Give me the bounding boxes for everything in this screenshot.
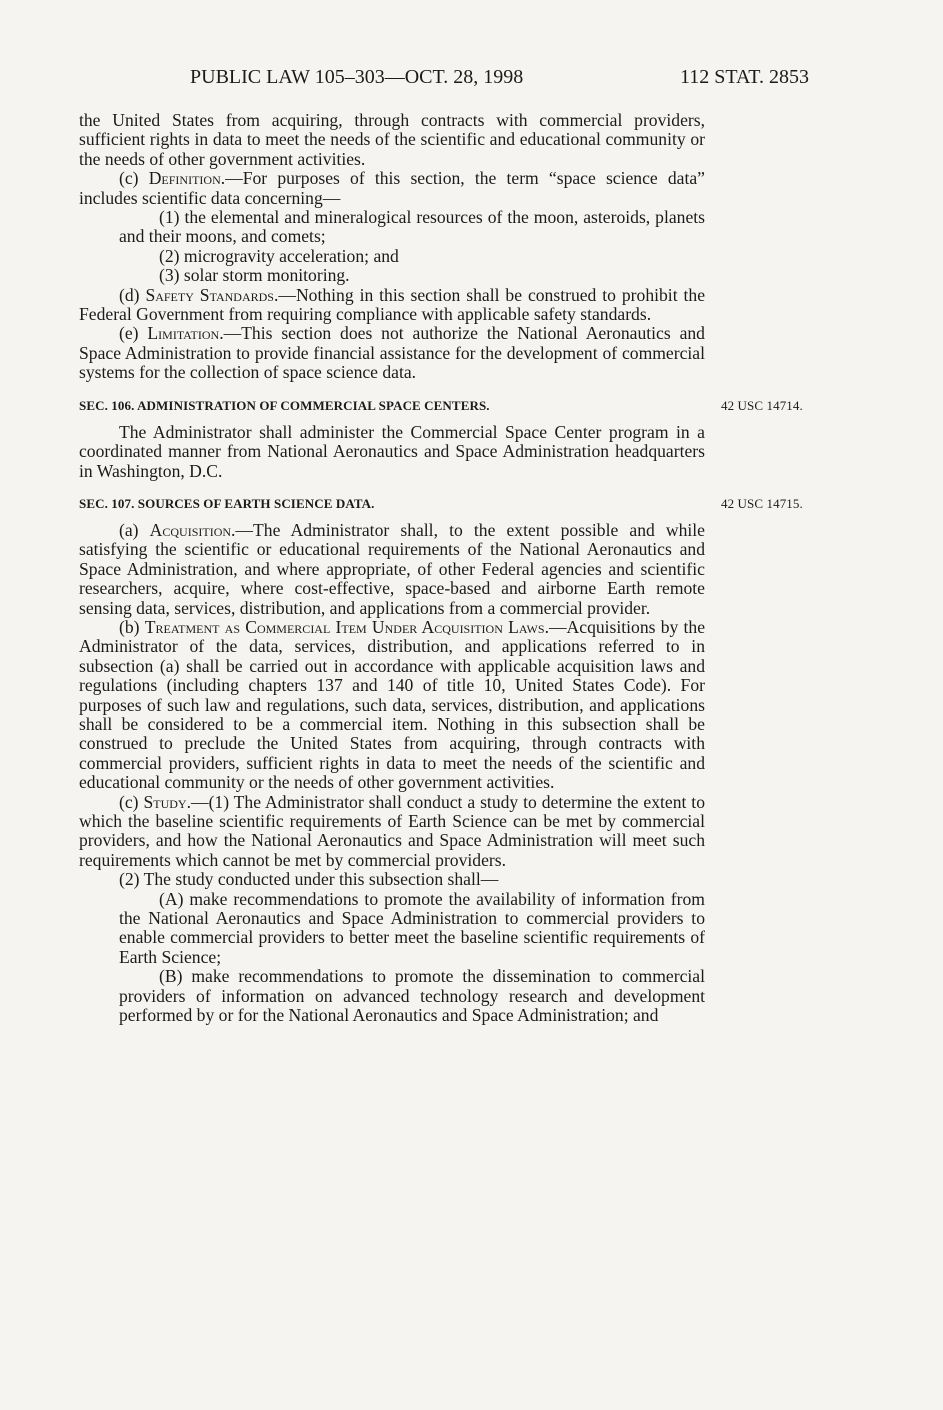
subsection-label: (d) — [119, 284, 146, 305]
definition-item-2: (2) microgravity acceleration; and — [159, 245, 399, 266]
section-106-paragraph: The Administrator shall administer the Commercial Space Center program in a coordinated manner from National Aeronautics and Space Administration headquarters in Washington, D.C. — [79, 421, 705, 481]
subsection-text: .—Nothing in this section shall be construed to prohibit the Federal Government from requiring compliance with applicable safety standards. — [79, 284, 705, 325]
subsection-text: .—For purposes of this section, the term “space science data” includes scientific data concerning— — [79, 168, 705, 208]
subsection-acquisition — [79, 521, 705, 618]
page-body — [79, 110, 803, 1026]
subsection-text: .—(1) The Administrator shall conduct a study to determine the extent to which the baseline scientific requirements of Earth Science can be met by commercial providers, and how the National Aeronautics and Space Administration will meet such requirements which cannot be met by commercial providers. — [79, 791, 705, 870]
subsection-heading: Acquisition — [149, 519, 232, 540]
margin-citation: 42 USC 14715. — [721, 495, 803, 511]
definition-item-1: (1) the elemental and mineralogical resources of the moon, asteroids, planets and their moons, and comets; — [119, 207, 705, 247]
subsection-label: (e) — [119, 323, 148, 344]
definition-item-3: (3) solar storm monitoring. — [159, 265, 350, 286]
subsection-heading: Study — [143, 791, 187, 812]
subsection-heading: Definition — [148, 168, 221, 189]
page-header — [0, 66, 943, 92]
subsection-label: (c) — [119, 168, 149, 189]
margin-citation: 42 USC 14714. — [721, 397, 803, 413]
continuation-paragraph: the United States from acquiring, through contracts with commercial providers, sufficient rights in data to meet the needs of the scientific and educational community or the needs of other government activities. — [79, 110, 705, 169]
subsection-text: .—This section does not authorize the National Aeronautics and Space Administration to provide financial assistance for the development of commercial systems for the collection of space science data. — [79, 323, 705, 383]
study-item-b: (B) make recommendations to promote the dissemination to commercial providers of information on advanced technology research and development performed by or for the National Aeronautics and Space Administration; and — [119, 966, 705, 1026]
subsection-safety-standards — [79, 286, 705, 325]
subsection-label: (a) — [119, 519, 150, 540]
section-106-heading — [79, 397, 803, 414]
subsection-text: .—The Administrator shall, to the extent possible and while satisfying the scientific or educational requirements of the National Aeronautics and Space Administration, and where appropriate, of other Federal agencies and scientific researchers, acquire, where cost-effective, space-based and airborne Earth remote sensing data, services, distribution, and applications from a commercial provider. — [79, 519, 705, 618]
stat-page-number: 112 STAT. 2853 — [680, 66, 809, 88]
study-paragraph-2: (2) The study conducted under this subsection shall— — [119, 869, 499, 890]
subsection-label: (b) — [119, 616, 145, 637]
subsection-heading: Treatment as Commercial Item Under Acquisition Laws — [144, 616, 545, 637]
subsection-limitation — [79, 324, 705, 382]
study-item-a: (A) make recommendations to promote the availability of information from the National Aeronautics and Space Administration to commercial providers to enable commercial providers to better meet the baseline scientific requirements of Earth Science; — [119, 888, 705, 967]
subsection-heading: Limitation — [147, 323, 220, 344]
running-title: PUBLIC LAW 105–303—OCT. 28, 1998 — [190, 66, 524, 88]
section-107-heading — [79, 495, 803, 512]
subsection-text: .—Acquisitions by the Administrator of the data, services, distribution, and applications referred to in subsection (a) shall be carried out in accordance with applicable acquisition laws and regulations (including chapters 137 and 140 of title 10, United States Code). For purposes of such law and regulations, such data, services, distribution, and applications shall be considered to be a commercial item. Nothing in this subsection shall be construed to preclude the United States from acquiring, through contracts with commercial providers, sufficient rights in data to meet the needs of the scientific and educational community or the needs of other government activities. — [79, 616, 706, 793]
subsection-heading: Safety Standards — [145, 284, 274, 305]
subsection-definition — [79, 169, 705, 208]
subsection-label: (c) — [119, 791, 144, 812]
subsection-commercial-item — [79, 618, 705, 793]
section-heading-text: SEC. 107. SOURCES OF EARTH SCIENCE DATA. — [79, 495, 375, 511]
section-heading-text: SEC. 106. ADMINISTRATION OF COMMERCIAL SPACE CENTERS. — [79, 397, 490, 413]
subsection-study — [79, 793, 705, 871]
